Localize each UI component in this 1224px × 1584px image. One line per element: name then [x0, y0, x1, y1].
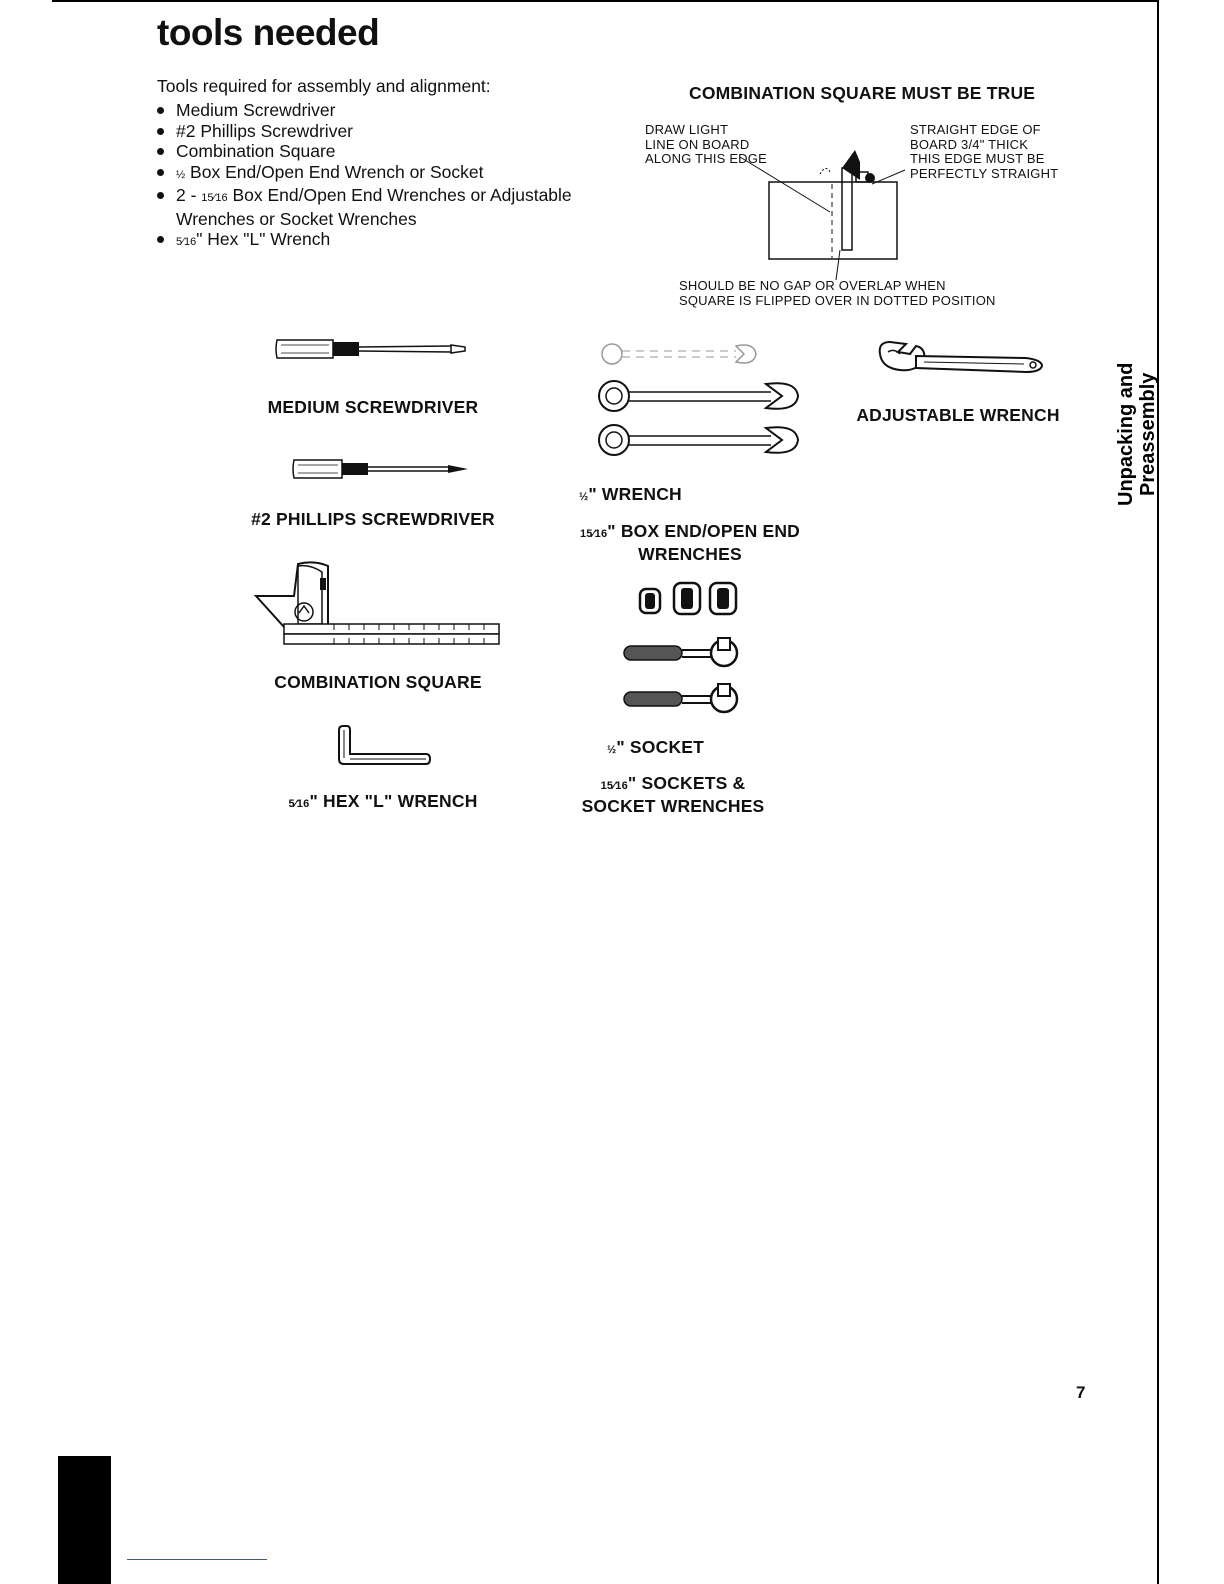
note-line: LINE ON BOARD	[645, 136, 750, 152]
box-end-wrenches-icon	[596, 340, 806, 466]
medium-screwdriver-icon	[275, 336, 467, 362]
half-inch-wrench-shape	[602, 344, 756, 364]
side-tab-line2: Preassembly	[1137, 372, 1159, 496]
note-line: SQUARE IS FLIPPED OVER IN DOTTED POSITION	[679, 292, 996, 308]
box-end-wrench-shape	[599, 381, 798, 411]
gap-overlap-note	[679, 279, 996, 308]
note-line: BOARD 3/4" THICK	[910, 136, 1029, 152]
square-diagram-heading: COMBINATION SQUARE MUST BE TRUE	[689, 83, 1036, 103]
list-item-text: Medium Screwdriver	[176, 100, 336, 120]
caption-text: " SOCKET	[616, 737, 705, 757]
list-item-prefix: 2 -	[176, 185, 202, 205]
straight-edge-note	[910, 123, 1058, 181]
combination-square-icon	[254, 558, 502, 650]
box-end-wrenches-caption	[570, 521, 810, 564]
phillips-screwdriver-icon	[292, 456, 470, 482]
list-item	[155, 229, 625, 253]
hex-l-wrench-icon	[336, 724, 434, 770]
fraction: 15⁄16	[600, 780, 628, 792]
list-item-text: #2 Phillips Screwdriver	[176, 120, 354, 141]
ratchet-shape	[624, 638, 737, 666]
square-board-illustration	[760, 140, 910, 280]
list-item	[155, 100, 625, 121]
sockets-caption	[568, 773, 778, 816]
list-item	[155, 121, 625, 142]
list-item	[155, 162, 625, 186]
fraction: 5⁄16	[176, 236, 197, 248]
fraction: 5⁄16	[288, 798, 310, 810]
socket-wrenches-icon	[620, 634, 746, 720]
note-line: STRAIGHT EDGE OF	[910, 122, 1041, 137]
page-title: tools needed	[157, 12, 380, 53]
list-item-text: " Hex "L" Wrench	[196, 229, 331, 249]
side-tab-line1: Unpacking and	[1115, 362, 1137, 506]
tool-list	[155, 100, 625, 253]
note-line: ALONG THIS EDGE	[645, 151, 767, 166]
list-item	[155, 185, 625, 229]
caption-text: " SOCKETS &	[627, 773, 746, 793]
caption-line: SOCKET WRENCHES	[581, 796, 765, 816]
list-item-text: Box End/Open End Wrench or Socket	[185, 161, 484, 182]
medium-screwdriver-caption: MEDIUM SCREWDRIVER	[267, 397, 479, 417]
combination-square-caption: COMBINATION SQUARE	[274, 672, 482, 692]
caption-text: " WRENCH	[588, 484, 682, 504]
black-margin-bar	[58, 1456, 111, 1584]
ratchet-shape	[624, 684, 737, 712]
fraction: ½	[579, 491, 589, 503]
note-line: THIS EDGE MUST BE	[910, 151, 1045, 166]
right-border-rule	[1157, 0, 1159, 1584]
draw-line-note	[645, 123, 767, 167]
caption-line	[570, 521, 810, 544]
caption-line: WRENCHES	[638, 544, 742, 564]
list-item	[155, 141, 625, 162]
caption-line	[568, 773, 778, 796]
note-line: PERFECTLY STRAIGHT	[910, 165, 1059, 181]
note-line: DRAW LIGHT	[645, 122, 729, 137]
tools-intro: Tools required for assembly and alignment:	[157, 76, 491, 96]
bottom-link-underline	[127, 1559, 267, 1560]
fraction: 15⁄16	[579, 528, 608, 540]
side-tab-svg	[1108, 362, 1168, 510]
page-number: 7	[1076, 1383, 1086, 1402]
section-side-tab	[1108, 362, 1168, 510]
fraction: ½	[607, 744, 617, 756]
phillips-screwdriver-caption: #2 PHILLIPS SCREWDRIVER	[251, 509, 495, 529]
box-end-wrench-shape	[599, 425, 798, 455]
sockets-icon	[636, 580, 740, 616]
fraction: ½	[176, 168, 186, 181]
adjustable-wrench-icon	[876, 338, 1046, 380]
note-line: SHOULD BE NO GAP OR OVERLAP WHEN	[679, 278, 946, 293]
half-wrench-caption	[579, 484, 682, 507]
hex-l-wrench-caption	[263, 791, 503, 814]
adjustable-wrench-caption: ADJUSTABLE WRENCH	[856, 405, 1060, 425]
list-item-text: Combination Square	[176, 141, 336, 161]
caption-text: " HEX "L" WRENCH	[309, 791, 478, 811]
fraction: 15⁄16	[201, 192, 228, 204]
half-socket-caption	[607, 737, 704, 760]
top-border-rule	[52, 0, 1158, 2]
list-item-text: Box End/Open End Wrenches or Adjustable Wrenches or Socket Wrenches	[176, 185, 572, 229]
caption-text: " BOX END/OPEN END	[607, 521, 801, 541]
